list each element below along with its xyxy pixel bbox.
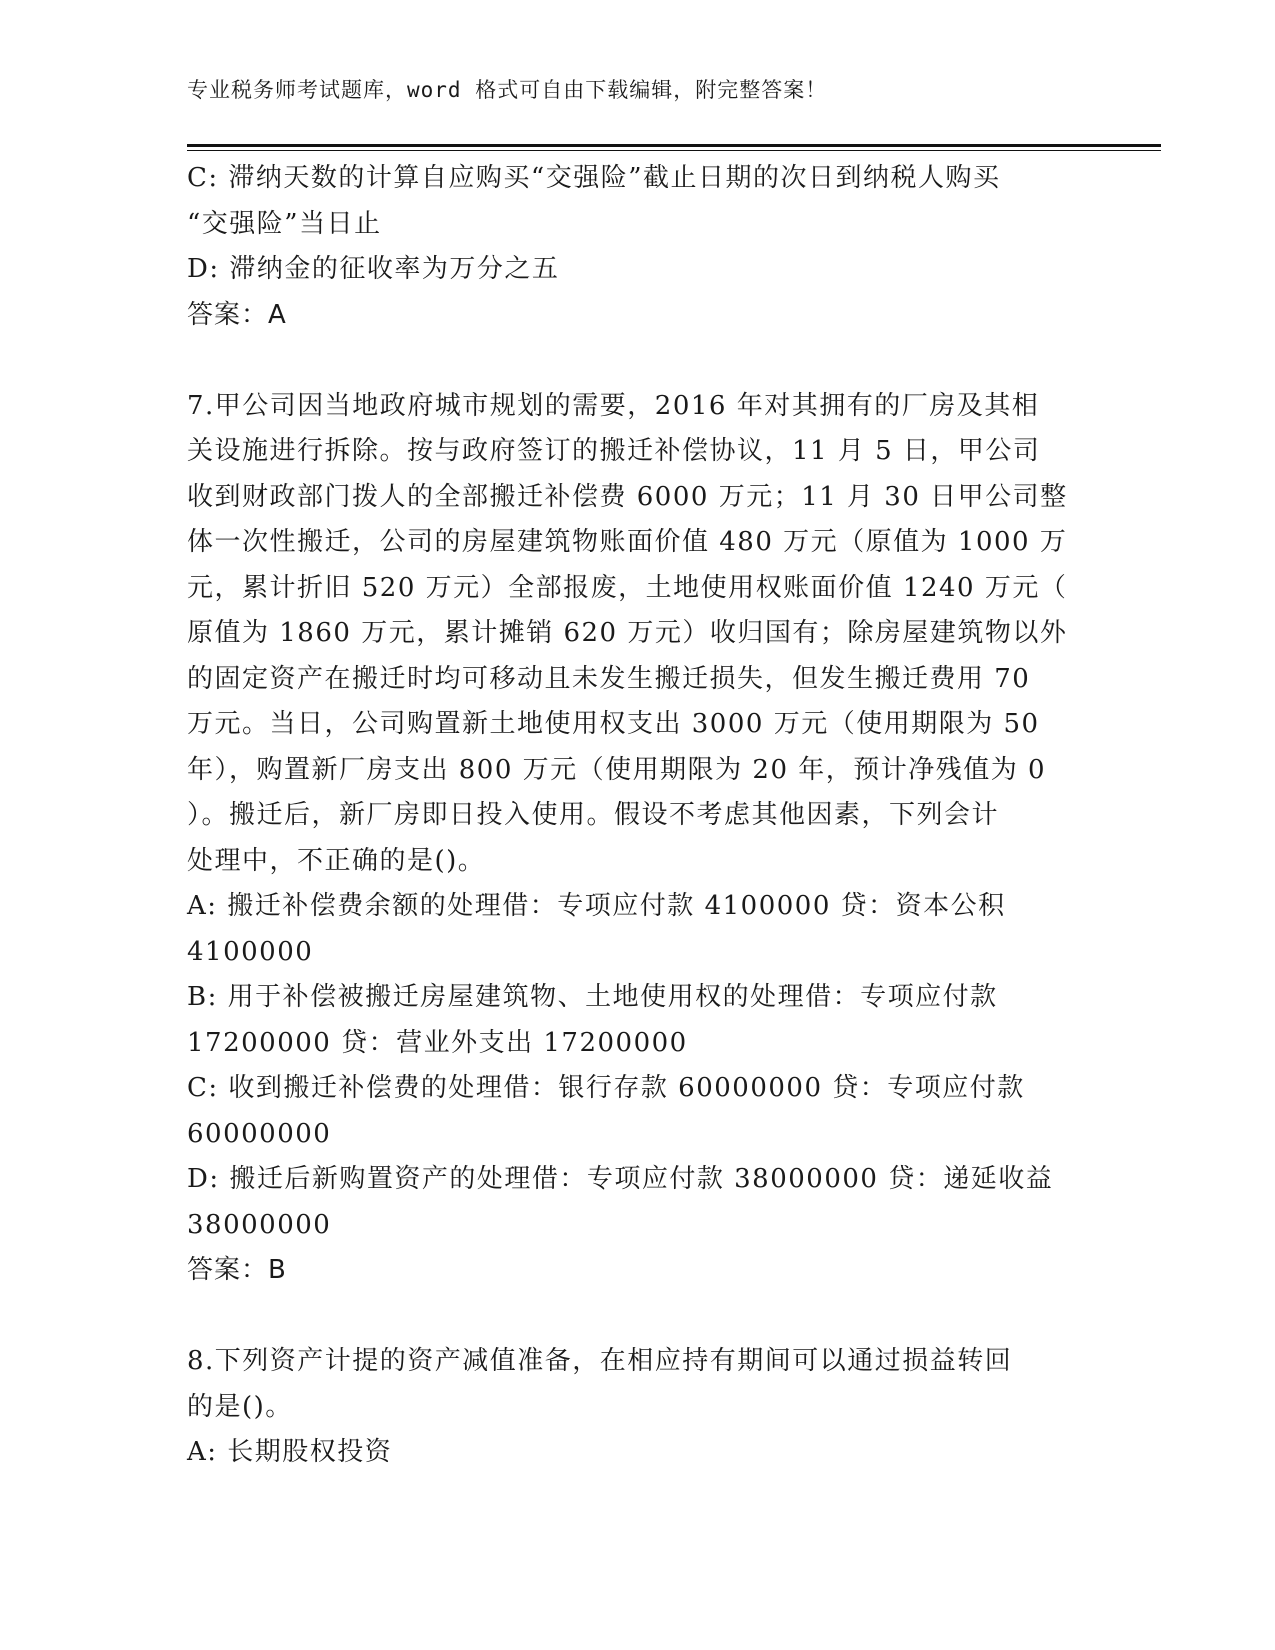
q7-option-a-line2: 4100000 — [187, 936, 314, 967]
spacer — [187, 1294, 1087, 1340]
q7-stem-line: 万元。当日，公司购置新土地使用权支出 3000 万元（使用期限为 50 — [187, 709, 1040, 739]
q7-option-d-line2: 38000000 — [187, 1209, 332, 1240]
q7-stem-line: 收到财政部门拨人的全部搬迁补偿费 6000 万元；11 月 30 日甲公司整 — [187, 481, 1068, 512]
header-rule-thick — [187, 144, 1161, 147]
q8-stem-line1: 8.下列资产计提的资产减值准备，在相应持有期间可以通过损益转回 — [187, 1346, 1013, 1376]
spacer — [187, 338, 1087, 384]
q7-option-c-line1: C: 收到搬迁补偿费的处理借：银行存款 60000000 贷：专项应付款 — [187, 1073, 1025, 1103]
q7-stem-line: 年），购置新厂房支出 800 万元（使用期限为 20 年，预计净残值为 0 — [187, 754, 1047, 785]
q7-stem-line: 关设施进行拆除。按与政府签订的搬迁补偿协议，11 月 5 日，甲公司 — [187, 436, 1041, 466]
q7-stem-line: 的固定资产在搬迁时均可移动且未发生搬迁损失，但发生搬迁费用 70 — [187, 663, 1031, 694]
q7-answer: 答案：B — [187, 1255, 287, 1285]
q7-stem-line: ）。搬迁后，新厂房即日投入使用。假设不考虑其他因素，下列会计 — [187, 800, 1000, 830]
q6-answer: 答案：A — [187, 299, 287, 330]
q6-option-d: D: 滞纳金的征收率为万分之五 — [187, 254, 560, 284]
q7-option-b-line2: 17200000 贷：营业外支出 17200000 — [187, 1027, 688, 1058]
header-rule-thin — [187, 150, 1161, 151]
q7-stem-line: 处理中，不正确的是()。 — [187, 845, 486, 876]
q6-option-c-line1: C: 滞纳天数的计算自应购买“交强险”截止日期的次日到纳税人购买 — [187, 163, 1001, 193]
q8-stem-line2: 的是()。 — [187, 1391, 293, 1422]
q7-option-a-line1: A: 搬迁补偿费余额的处理借：专项应付款 4100000 贷：资本公积 — [187, 891, 1006, 921]
q7-option-c-line2: 60000000 — [187, 1118, 332, 1149]
q6-option-c-line2: “交强险”当日止 — [187, 208, 382, 239]
q7-option-b-line1: B: 用于补偿被搬迁房屋建筑物、土地使用权的处理借：专项应付款 — [187, 982, 998, 1012]
q7-stem-line: 体一次性搬迁，公司的房屋建筑物账面价值 480 万元（原值为 1000 万 — [187, 527, 1068, 557]
q8-option-a: A: 长期股权投资 — [187, 1437, 393, 1467]
q7-option-d-line1: D: 搬迁后新购置资产的处理借：专项应付款 38000000 贷：递延收益 — [187, 1164, 1054, 1194]
q7-stem-line: 7.甲公司因当地政府城市规划的需要，2016 年对其拥有的厂房及其相 — [187, 390, 1040, 421]
document-body — [187, 156, 1087, 1476]
page-header: 专业税务师考试题库，word 格式可自由下载编辑，附完整答案！ — [187, 78, 828, 102]
q7-stem-line: 元，累计折旧 520 万元）全部报废，土地使用权账面价值 1240 万元（ — [187, 572, 1068, 603]
q7-stem-line: 原值为 1860 万元，累计摊销 620 万元）收归国有；除房屋建筑物以外 — [187, 618, 1068, 648]
